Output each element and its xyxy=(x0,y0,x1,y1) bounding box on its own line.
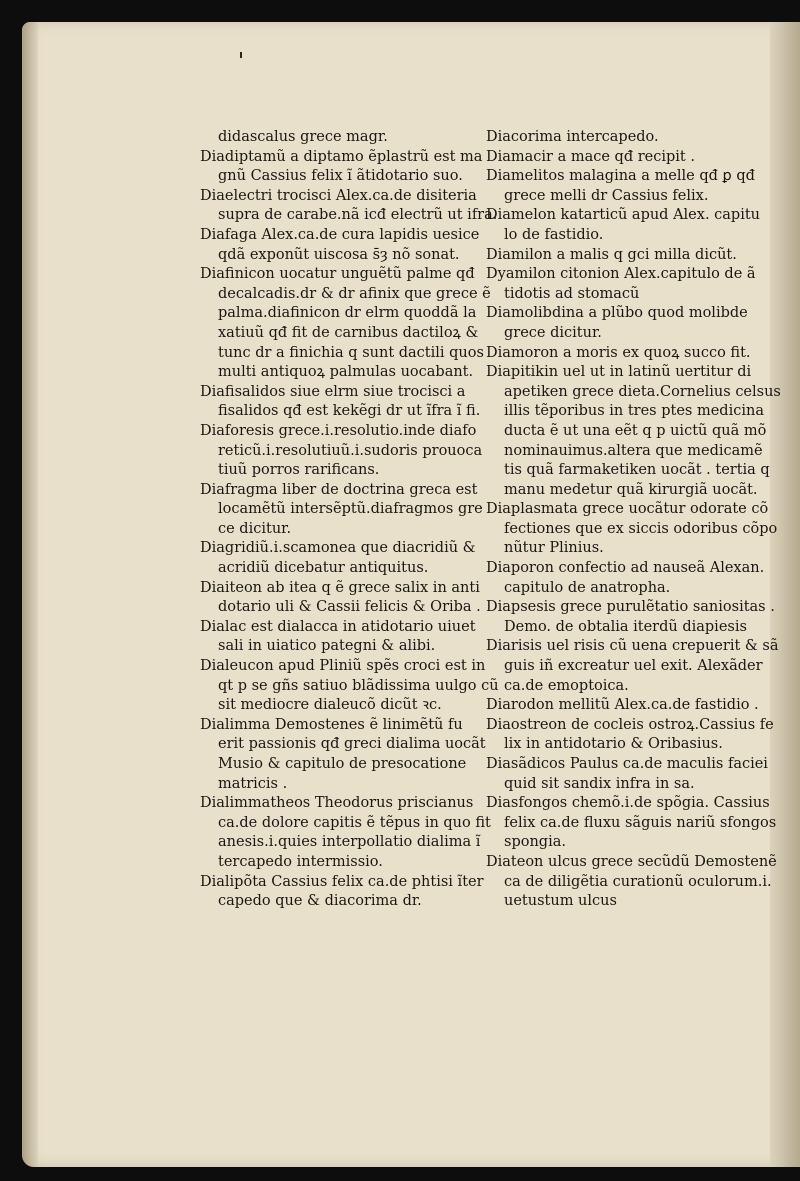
entry-line: locamẽtũ intersẽptũ.diafragmos gre xyxy=(218,501,483,518)
entry-line: sali in uiatico pategni & alibi. xyxy=(218,638,436,655)
entry-line: Diaporon confectio ad nauseã Alexan. xyxy=(486,560,765,577)
entry-line: capedo que & diacorima dr. xyxy=(218,893,422,910)
entry-line: Diapitikin uel ut in latinũ uertitur di xyxy=(486,364,752,381)
entry-line: Diafinicon uocatur unguẽtũ palme qđ xyxy=(200,266,475,283)
dictionary-entry xyxy=(200,657,499,716)
dictionary-entry xyxy=(200,265,491,383)
entry-line: Diaplasmata grece uocãtur odorate cõ xyxy=(486,501,769,518)
entry-line: Diamolibdina a plũbo quod molibde xyxy=(486,305,748,322)
entry-line: spongia. xyxy=(504,834,566,851)
dictionary-entry xyxy=(200,226,480,265)
entry-line: fisalidos qđ est kekẽgi dr ut ĩfra ĩ fi. xyxy=(218,403,481,420)
entry-line: erit passionis qđ greci dialima uocãt xyxy=(218,736,486,753)
dictionary-entry xyxy=(486,206,776,245)
dictionary-entry xyxy=(200,539,476,578)
entry-line: Diamoron a moris ex quoꝝ succo fit. xyxy=(486,344,751,361)
entry-line: ce dicitur. xyxy=(218,520,292,537)
entry-line: Dialimma Demostenes ẽ linimẽtũ fu xyxy=(200,716,463,733)
dictionary-entry xyxy=(486,500,776,559)
entry-line: Dialipõta Cassius felix ca.de phtisi ĩter xyxy=(200,873,484,890)
dictionary-entry xyxy=(200,481,483,540)
page-shadow xyxy=(22,22,38,1167)
entry-line: Diafisalidos siue elrm siue trocisci a xyxy=(200,383,466,400)
dictionary-entry xyxy=(486,794,776,853)
entry-line: ca de diligẽtia curationũ oculorum.i. xyxy=(504,873,772,890)
dictionary-entry xyxy=(486,128,776,148)
entry-line: didascalus grece magr. xyxy=(218,129,388,145)
dictionary-entry xyxy=(200,873,484,912)
dictionary-entry xyxy=(486,637,779,696)
entry-line: Diamacir a mace qđ recipit . xyxy=(486,148,695,165)
entry-line: ca.de dolore capitis ẽ tẽpus in quo fit xyxy=(218,814,491,831)
entry-line: capitulo de anatropha. xyxy=(504,579,671,596)
entry-line: Diafragma liber de doctrina greca est xyxy=(200,481,478,498)
entry-line: tercapedo intermissio. xyxy=(218,853,383,870)
dictionary-entry xyxy=(200,422,483,481)
entry-line: Diarodon mellitũ Alex.ca.de fastidio . xyxy=(486,697,759,714)
dictionary-entry xyxy=(200,383,481,422)
entry-line: grece dicitur. xyxy=(504,324,602,341)
entry-line: nominauimus.altera que medicamẽ xyxy=(504,442,763,459)
dictionary-entry xyxy=(486,755,776,794)
dictionary-entry xyxy=(486,304,776,343)
dictionary-entry xyxy=(200,794,491,872)
dictionary-entry xyxy=(486,167,776,206)
entry-line: felix ca.de fluxu sãguis nariũ sfongos xyxy=(504,814,777,831)
dictionary-entry xyxy=(486,559,776,598)
entry-line: Diafaga Alex.ca.de cura lapidis uesice xyxy=(200,226,480,243)
entry-line: Diacorima intercapedo. xyxy=(486,129,659,145)
entry-line: Diaforesis grece.i.resolutio.inde diafo xyxy=(200,422,477,439)
entry-line: quid sit sandix infra in sa. xyxy=(504,775,695,792)
entry-line: multi antiquoꝝ palmulas uocabant. xyxy=(218,364,474,381)
entry-line: Diapsesis grece purulẽtatio saniositas . xyxy=(486,599,775,616)
dictionary-entry xyxy=(200,579,481,618)
dictionary-entry xyxy=(486,265,776,304)
entry-line: sit mediocre dialeucõ dicũt ꝛc. xyxy=(218,697,442,714)
entry-line: guis iñ excreatur uel exit. Alexãder xyxy=(504,658,763,675)
entry-line: tunc dr a finichia q sunt dactili quos xyxy=(218,344,484,361)
entry-line: fectiones que ex siccis odoribus cõpo xyxy=(504,520,778,537)
entry-line: illis tẽporibus in tres ptes medicina xyxy=(504,403,764,420)
entry-line: grece melli dr Cassius felix. xyxy=(504,187,709,204)
entry-line: reticũ.i.resolutiuũ.i.sudoris prouoca xyxy=(218,442,483,459)
entry-line: Dyamilon citonion Alex.capitulo de ã xyxy=(486,266,756,283)
entry-line: decalcadis.dr & dr afinix que grece ẽ xyxy=(218,285,491,302)
entry-line: manu medetur quã kirurgiã uocãt. xyxy=(504,481,758,498)
dictionary-entry xyxy=(486,716,776,755)
entry-line: gnũ Cassius felix ĩ ãtidotario suo. xyxy=(218,168,463,185)
entry-line: ca.de emoptoica. xyxy=(504,677,629,694)
entry-line: Diaostreon de cocleis ostroꝝ.Cassius fe xyxy=(486,716,774,733)
ink-mark xyxy=(240,52,242,58)
entry-line: Musio & capitulo de presocatione xyxy=(218,756,467,772)
dictionary-entry xyxy=(486,363,781,500)
entry-line: matricis . xyxy=(218,775,288,792)
entry-line: palma.diafinicon dr elrm quoddã la xyxy=(218,305,477,322)
entry-line: ducta ẽ ut una eẽt q p uictũ quã mõ xyxy=(504,422,767,439)
entry-line: Diamilon a malis q gci milla dicũt. xyxy=(486,246,737,263)
dictionary-entry xyxy=(486,598,776,637)
entry-line: Dialac est dialacca in atidotario uiuet xyxy=(200,618,476,635)
entry-line: Demo. de obtalia iterdũ diapiesis xyxy=(504,618,747,635)
entry-line: Diaelectri trocisci Alex.ca.de disiteria xyxy=(200,187,477,204)
entry-line: Diagridiũ.i.scamonea que diacridiũ & xyxy=(200,540,476,557)
entry-line: anesis.i.quies interpollatio dialima ĩ xyxy=(218,834,481,851)
dictionary-entry xyxy=(486,344,776,364)
entry-line: Diasfongos chemõ.i.de spõgia. Cassius xyxy=(486,795,770,812)
entry-line: Dialeucon apud Pliniũ spẽs croci est in xyxy=(200,658,486,675)
dictionary-entry xyxy=(200,128,470,148)
entry-line: lo de fastidio. xyxy=(504,226,604,243)
dictionary-entry xyxy=(486,696,776,716)
entry-line: qt p se gñs satiuo blãdissima uulgo cũ xyxy=(218,677,499,694)
entry-line: nũtur Plinius. xyxy=(504,540,604,557)
right-text-column xyxy=(486,128,781,912)
entry-line: tidotis ad stomacũ xyxy=(504,285,640,302)
dictionary-entry xyxy=(200,187,498,226)
entry-line: Diadiptamũ a diptamo ẽplastrũ est ma xyxy=(200,148,483,165)
entry-line: Diarisis uel risis cũ uena crepuerit & sã xyxy=(486,638,779,655)
left-text-column xyxy=(200,128,499,912)
dictionary-entry xyxy=(486,853,776,912)
entry-line: Diamelon katarticũ apud Alex. capitu xyxy=(486,207,761,224)
dictionary-entry xyxy=(200,716,486,794)
dictionary-entry xyxy=(486,246,776,266)
entry-line: Diamelitos malagina a melle qđ ꝑ qđ xyxy=(486,168,755,185)
entry-line: acridiũ dicebatur antiquitus. xyxy=(218,560,429,577)
entry-line: Diaiteon ab itea q ẽ grece salix in anti xyxy=(200,579,480,596)
entry-line: supra de carabe.nã icđ electrũ ut ifra. xyxy=(218,207,498,224)
entry-line: Diateon ulcus grece secũdũ Demostenẽ xyxy=(486,853,777,870)
entry-line: dotario uli & Cassii felicis & Oriba . xyxy=(218,599,481,616)
dictionary-entry xyxy=(200,618,476,657)
dictionary-entry xyxy=(486,148,776,168)
entry-line: uetustum ulcus xyxy=(504,893,617,910)
entry-line: Dialimmatheos Theodorus priscianus xyxy=(200,795,474,812)
dictionary-entry xyxy=(200,148,483,187)
entry-line: tis quã farmaketiken uocãt . tertia q xyxy=(504,462,770,479)
entry-line: lix in antidotario & Oribasius. xyxy=(504,736,723,753)
entry-line: qdã exponũt uiscosa s̄ȝ nõ sonat. xyxy=(218,246,460,263)
entry-line: tiuũ porros rarificans. xyxy=(218,462,380,479)
entry-line: xatiuũ qđ fit de carnibus dactiloꝝ & xyxy=(218,324,479,341)
entry-line: apetiken grece dieta.Cornelius celsus xyxy=(504,383,781,400)
entry-line: Diasãdicos Paulus ca.de maculis faciei xyxy=(486,756,768,772)
